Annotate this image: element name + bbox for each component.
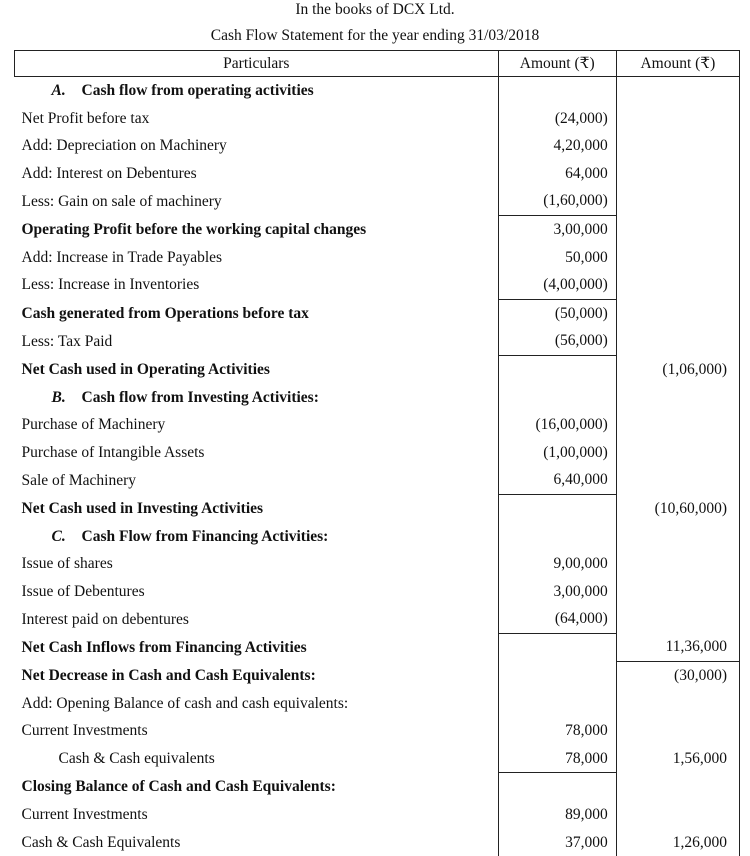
total-cell [616, 187, 739, 215]
section-heading-operating [15, 77, 740, 105]
particulars-header: Particulars [15, 51, 499, 77]
total-cell [616, 466, 739, 494]
net-change-row [15, 661, 740, 689]
amount-cell [498, 77, 616, 105]
table-row [15, 745, 740, 773]
table-row [15, 690, 740, 718]
table-row [15, 327, 740, 355]
amount-cell: 78,000 [498, 745, 616, 773]
total-cell [616, 690, 739, 718]
amount-cell: 50,000 [498, 244, 616, 272]
total-cell: 1,56,000 [616, 745, 739, 773]
row-label: Cash & Cash equivalents [58, 750, 215, 767]
total-cell: (30,000) [616, 661, 739, 689]
table-header-row [15, 51, 740, 77]
row-label: Sale of Machinery [21, 471, 136, 489]
row-label: Cash & Cash Equivalents [21, 833, 181, 851]
section-label [15, 77, 499, 105]
total-cell: 11,36,000 [616, 633, 739, 661]
section-title: Cash Flow from Financing Activities: [81, 527, 329, 545]
amount-cell: 4,20,000 [498, 132, 616, 160]
row-label: Less: Tax Paid [21, 332, 113, 350]
row-label: Add: Depreciation on Machinery [21, 137, 227, 155]
total-cell [616, 605, 739, 633]
subtotal-row [15, 299, 740, 327]
amount-cell [498, 633, 616, 661]
row-label: Net Cash used in Investing Activities [21, 499, 264, 517]
total-cell [616, 215, 739, 243]
section-label [15, 384, 499, 412]
table-row [15, 187, 740, 215]
row-label: Net Cash Inflows from Financing Activities [21, 638, 307, 656]
section-letter: B. [51, 388, 66, 406]
section-heading-investing [15, 384, 740, 412]
total-cell [616, 77, 739, 105]
amount-cell [498, 523, 616, 551]
amount-cell: 3,00,000 [498, 215, 616, 243]
total-row [15, 633, 740, 661]
total-cell [616, 550, 739, 578]
closing-heading-row [15, 773, 740, 801]
row-label: Interest paid on debentures [21, 610, 189, 628]
document-title: In the books of DCX Ltd. [295, 1, 455, 18]
amount-cell: 6,40,000 [498, 466, 616, 494]
row-label: Less: Gain on sale of machinery [21, 192, 222, 210]
row-label: Net Decrease in Cash and Cash Equivalents: [21, 666, 316, 684]
total-cell [616, 271, 739, 299]
amount-cell: (1,00,000) [498, 439, 616, 467]
total-cell [616, 578, 739, 606]
total-cell: (1,06,000) [616, 355, 739, 383]
table-row [15, 605, 740, 633]
amount-cell [498, 384, 616, 412]
row-label: Current Investments [21, 722, 148, 740]
amount-cell [498, 690, 616, 718]
amount-cell: 3,00,000 [498, 578, 616, 606]
table-row [15, 466, 740, 494]
total-cell: 1,26,000 [616, 829, 739, 856]
row-label: Closing Balance of Cash and Cash Equivalents: [21, 778, 336, 796]
amount-cell: (16,00,000) [498, 411, 616, 439]
total-cell [616, 132, 739, 160]
section-title: Cash flow from Investing Activities: [81, 388, 319, 406]
amount-cell: 64,000 [498, 160, 616, 188]
table-row [15, 578, 740, 606]
cash-flow-table [14, 50, 740, 856]
amount-header-1: Amount (₹) [498, 51, 616, 77]
table-row [15, 550, 740, 578]
row-label: Purchase of Machinery [21, 416, 166, 434]
total-row [15, 494, 740, 522]
row-label: Net Profit before tax [21, 109, 150, 127]
amount-cell [498, 661, 616, 689]
row-label: Add: Opening Balance of cash and cash equivalents: [21, 694, 349, 712]
statement-title: Cash Flow Statement for the year ending 31/03/2018 [210, 27, 540, 44]
table-row [15, 271, 740, 299]
amount-header-2: Amount (₹) [616, 51, 739, 77]
total-cell [616, 411, 739, 439]
amount-cell: (4,00,000) [498, 271, 616, 299]
amount-cell: (64,000) [498, 605, 616, 633]
section-title: Cash flow from operating activities [81, 82, 314, 99]
row-label: Current Investments [21, 805, 148, 823]
total-cell [616, 717, 739, 745]
table-row [15, 244, 740, 272]
amount-cell: 9,00,000 [498, 550, 616, 578]
table-row [15, 717, 740, 745]
amount-cell [498, 773, 616, 801]
table-row [15, 105, 740, 133]
total-cell [616, 244, 739, 272]
section-label [15, 523, 499, 551]
total-cell [616, 773, 739, 801]
table-row [15, 132, 740, 160]
row-label: Less: Increase in Inventories [21, 276, 200, 294]
row-label: Cash generated from Operations before tax [21, 304, 309, 322]
row-label: Purchase of Intangible Assets [21, 443, 205, 461]
total-cell [616, 299, 739, 327]
subtotal-row [15, 215, 740, 243]
total-cell [616, 384, 739, 412]
table-row [15, 411, 740, 439]
total-cell [616, 523, 739, 551]
table-row [15, 160, 740, 188]
total-cell [616, 327, 739, 355]
table-row [15, 801, 740, 829]
section-heading-financing [15, 523, 740, 551]
row-label: Net Cash used in Operating Activities [21, 360, 270, 378]
amount-cell: (50,000) [498, 299, 616, 327]
amount-cell [498, 494, 616, 522]
section-letter: C. [51, 527, 66, 545]
row-label: Operating Profit before the working capital changes [21, 220, 367, 238]
amount-cell: (56,000) [498, 327, 616, 355]
total-cell [616, 801, 739, 829]
amount-cell: 37,000 [498, 829, 616, 856]
row-label: Issue of shares [21, 555, 113, 573]
total-cell [616, 105, 739, 133]
row-label: Add: Interest on Debentures [21, 164, 197, 182]
amount-cell: 89,000 [498, 801, 616, 829]
table-row [15, 439, 740, 467]
amount-cell [498, 355, 616, 383]
total-cell [616, 439, 739, 467]
amount-cell: 78,000 [498, 717, 616, 745]
total-cell [616, 160, 739, 188]
total-row [15, 355, 740, 383]
amount-cell: (1,60,000) [498, 187, 616, 215]
amount-cell: (24,000) [498, 105, 616, 133]
total-cell: (10,60,000) [616, 494, 739, 522]
table-row [15, 829, 740, 856]
section-letter: A. [51, 82, 66, 99]
row-label: Issue of Debentures [21, 582, 145, 600]
row-label: Add: Increase in Trade Payables [21, 248, 223, 266]
